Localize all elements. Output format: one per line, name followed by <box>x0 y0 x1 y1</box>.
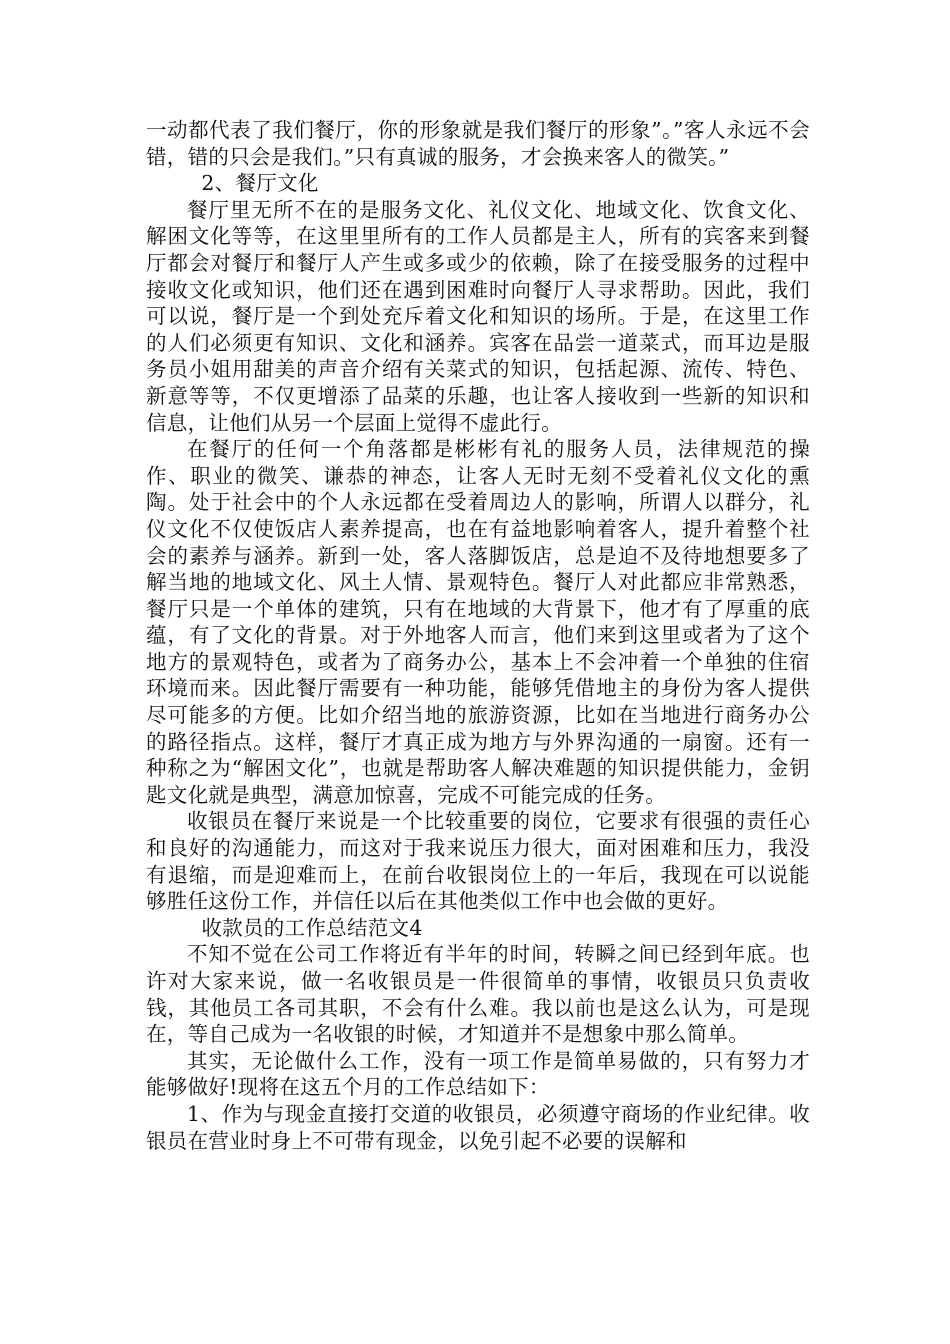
section-heading-sample-4: 收款员的工作总结范文4 <box>201 915 423 940</box>
paragraph-etiquette-culture: 在餐厅的任何一个角落都是彬彬有礼的服务人员，法律规范的操作、职业的微笑、谦恭的神态，让客人无时无刻不受着礼仪文化的熏陶。处于社会中的个人永远都在受着周边人的影响，所谓人以群分，礼仪文化不仅使饭店人素养提高，也在有益地影响着客人，提升着整个社会的素养与涵养。新到一处，客人落脚饭店，总是迫不及待地想要多了解当地的地域文化、风土人情、景观特色。餐厅人对此都应非常熟悉，餐厅只是一个单体的建筑，只有在地域的大背景下，他才有了厚重的底蕴，有了文化的背景。对于外地客人而言，他们来到这里或者为了这个地方的景观特色，或者为了商务办公，基本上不会冲着一个单独的住宿环境而来。因此餐厅需要有一种功能，能够凭借地主的身份为客人提供尽可能多的方便。比如介绍当地的旅游资源，比如在当地进行商务办公的路径指点。这样，餐厅才真正成为地方与外界沟通的一扇窗。还有一种称之为“解困文化”，也就是帮助客人解决难题的知识提供能力，金钥匙文化就是典型，满意加惊喜，完成不可能完成的任务。 <box>146 437 810 807</box>
paragraph-cashier-role: 收银员在餐厅来说是一个比较重要的岗位，它要求有很强的责任心和良好的沟通能力，而这对于我来说压力很大，面对困难和压力，我没有退缩，而是迎难而上，在前台收银岗位上的一年后，我现在可以说能够胜任这份工作，并信任以后在其他类似工作中也会做的更好。 <box>146 809 810 914</box>
paragraph-half-year: 不知不觉在公司工作将近有半年的时间，转瞬之间已经到年底。也许对大家来说，做一名收银员是一件很简单的事情，收银员只负责收钱，其他员工各司其职，不会有什么难。我以前也是这么认为，可是现在，等自己成为一名收银的时候，才知道并不是想象中那么简单。 <box>146 942 810 1047</box>
document-page <box>146 117 810 1154</box>
paragraph-continuation: 一动都代表了我们餐厅，你的形象就是我们餐厅的形象”。”客人永远不会错，错的只会是我们。”只有真诚的服务，才会换来客人的微笑。” <box>146 118 810 169</box>
paragraph-restaurant-culture: 餐厅里无所不在的是服务文化、礼仪文化、地域文化、饮食文化、解困文化等等，在这里里所有的工作人员都是主人，所有的宾客来到餐厅都会对餐厅和餐厅人产生或多或少的依赖，除了在接受服务的过程中接收文化或知识，他们还在遇到困难时向餐厅人寻求帮助。因此，我们可以说，餐厅是一个到处充斥着文化和知识的场所。于是，在这里工作的人们必须更有知识、文化和涵养。宾客在品尝一道菜式，而耳边是服务员小姐用甜美的声音介绍有关菜式的知识，包括起源、流传、特色、新意等等，不仅更增添了品菜的乐趣，也让客人接收到一些新的知识和信息，让他们从另一个层面上觉得不虚此行。 <box>146 197 810 435</box>
section-heading-restaurant-culture: 2、餐厅文化 <box>201 171 319 196</box>
paragraph-item-1: 1、作为与现金直接打交道的收银员，必须遵守商场的作业纪律。收银员在营业时身上不可带有现金，以免引起不必要的误解和 <box>146 1101 810 1153</box>
paragraph-work-summary-intro: 其实，无论做什么工作，没有一项工作是简单易做的，只有努力才能够做好!现将在这五个月的工作总结如下： <box>146 1048 810 1100</box>
